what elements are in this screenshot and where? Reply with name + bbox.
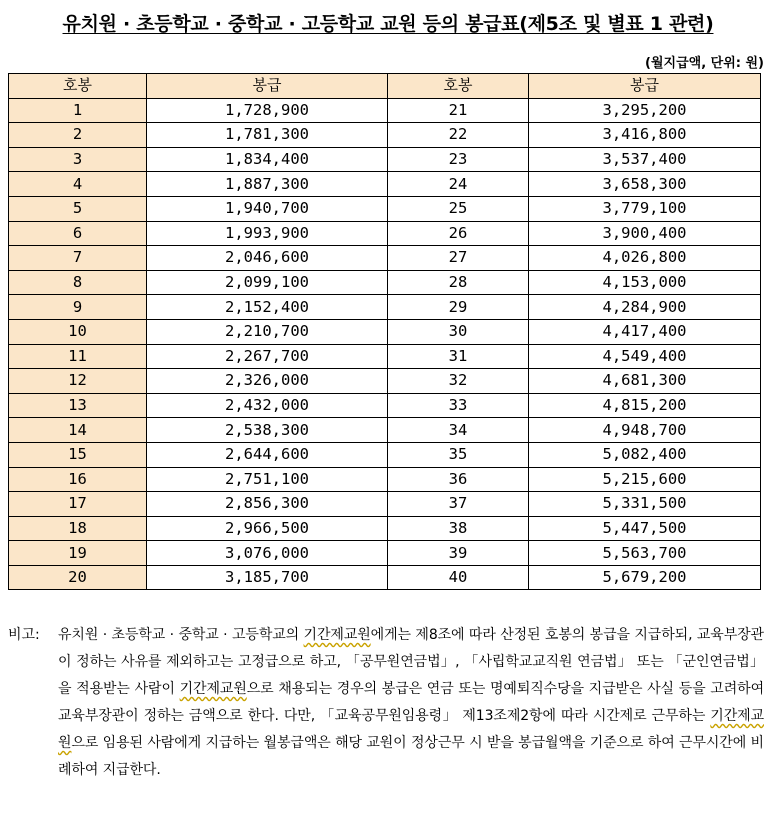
pay-cell: 2,152,400 <box>147 295 388 320</box>
document-title-text: 유치원 · 초등학교 · 중학교 · 고등학교 교원 등의 봉급표(제5조 및 별표 1 관련) <box>62 13 714 35</box>
pay-cell: 2,966,500 <box>147 516 388 541</box>
pay-cell: 2,644,600 <box>147 442 388 467</box>
grade-cell: 15 <box>9 442 147 467</box>
header-grade-2: 호봉 <box>388 74 529 99</box>
header-grade-1: 호봉 <box>9 74 147 99</box>
pay-cell: 2,751,100 <box>147 467 388 492</box>
grade-cell: 29 <box>388 295 529 320</box>
document-title <box>0 9 776 36</box>
grade-cell: 10 <box>9 319 147 344</box>
grade-cell: 38 <box>388 516 529 541</box>
pay-cell: 2,267,700 <box>147 344 388 369</box>
pay-cell: 2,856,300 <box>147 492 388 517</box>
grade-cell: 18 <box>9 516 147 541</box>
pay-cell: 1,781,300 <box>147 123 388 148</box>
table-row <box>9 467 761 492</box>
table-row <box>9 270 761 295</box>
table-row <box>9 344 761 369</box>
grade-cell: 22 <box>388 123 529 148</box>
grade-cell: 32 <box>388 369 529 394</box>
grade-cell: 9 <box>9 295 147 320</box>
grade-cell: 30 <box>388 319 529 344</box>
pay-cell: 4,948,700 <box>529 418 761 443</box>
pay-cell: 3,658,300 <box>529 172 761 197</box>
pay-cell: 1,728,900 <box>147 98 388 123</box>
grade-cell: 33 <box>388 393 529 418</box>
table-row <box>9 196 761 221</box>
pay-cell: 4,681,300 <box>529 369 761 394</box>
grade-cell: 24 <box>388 172 529 197</box>
grade-cell: 36 <box>388 467 529 492</box>
table-row <box>9 442 761 467</box>
grade-cell: 1 <box>9 98 147 123</box>
pay-cell: 4,417,400 <box>529 319 761 344</box>
table-row <box>9 516 761 541</box>
pay-cell: 1,940,700 <box>147 196 388 221</box>
grade-cell: 34 <box>388 418 529 443</box>
pay-cell: 3,076,000 <box>147 541 388 566</box>
grade-cell: 6 <box>9 221 147 246</box>
grade-cell: 25 <box>388 196 529 221</box>
table-row <box>9 123 761 148</box>
spellcheck-mark: 기간제교원 <box>58 708 764 751</box>
pay-cell: 4,153,000 <box>529 270 761 295</box>
pay-cell: 2,326,000 <box>147 369 388 394</box>
grade-cell: 17 <box>9 492 147 517</box>
pay-cell: 1,993,900 <box>147 221 388 246</box>
table-row <box>9 147 761 172</box>
grade-cell: 8 <box>9 270 147 295</box>
pay-cell: 4,026,800 <box>529 246 761 271</box>
pay-cell: 3,900,400 <box>529 221 761 246</box>
table-row <box>9 418 761 443</box>
table-row <box>9 492 761 517</box>
table-body <box>9 98 761 590</box>
grade-cell: 7 <box>9 246 147 271</box>
table-row <box>9 98 761 123</box>
grade-cell: 26 <box>388 221 529 246</box>
pay-cell: 1,834,400 <box>147 147 388 172</box>
grade-cell: 11 <box>9 344 147 369</box>
grade-cell: 5 <box>9 196 147 221</box>
grade-cell: 31 <box>388 344 529 369</box>
unit-note: (월지급액, 단위: 원) <box>645 56 764 71</box>
grade-cell: 21 <box>388 98 529 123</box>
table-row <box>9 369 761 394</box>
header-pay-1: 봉급 <box>147 74 388 99</box>
table-row <box>9 172 761 197</box>
pay-cell: 2,099,100 <box>147 270 388 295</box>
grade-cell: 3 <box>9 147 147 172</box>
pay-cell: 5,082,400 <box>529 442 761 467</box>
grade-cell: 37 <box>388 492 529 517</box>
pay-cell: 4,549,400 <box>529 344 761 369</box>
pay-cell: 3,295,200 <box>529 98 761 123</box>
table-row <box>9 541 761 566</box>
table-row <box>9 393 761 418</box>
pay-cell: 3,779,100 <box>529 196 761 221</box>
table-row <box>9 319 761 344</box>
table-row <box>9 565 761 590</box>
grade-cell: 27 <box>388 246 529 271</box>
pay-cell: 5,215,600 <box>529 467 761 492</box>
pay-cell: 5,447,500 <box>529 516 761 541</box>
grade-cell: 12 <box>9 369 147 394</box>
table-row <box>9 221 761 246</box>
pay-cell: 1,887,300 <box>147 172 388 197</box>
table-header-row <box>9 74 761 99</box>
grade-cell: 40 <box>388 565 529 590</box>
pay-cell: 5,679,200 <box>529 565 761 590</box>
grade-cell: 4 <box>9 172 147 197</box>
salary-table <box>8 73 761 590</box>
grade-cell: 23 <box>388 147 529 172</box>
pay-cell: 3,416,800 <box>529 123 761 148</box>
grade-cell: 20 <box>9 565 147 590</box>
pay-cell: 2,538,300 <box>147 418 388 443</box>
grade-cell: 2 <box>9 123 147 148</box>
grade-cell: 14 <box>9 418 147 443</box>
grade-cell: 19 <box>9 541 147 566</box>
grade-cell: 13 <box>9 393 147 418</box>
header-pay-2: 봉급 <box>529 74 761 99</box>
pay-cell: 3,185,700 <box>147 565 388 590</box>
grade-cell: 35 <box>388 442 529 467</box>
pay-cell: 2,046,600 <box>147 246 388 271</box>
pay-cell: 3,537,400 <box>529 147 761 172</box>
spellcheck-mark: 기간제교원 <box>179 681 247 697</box>
table-row <box>9 246 761 271</box>
spellcheck-mark: 기간제교원 <box>303 627 371 643</box>
pay-cell: 2,210,700 <box>147 319 388 344</box>
remarks-label: 비고: <box>8 627 40 643</box>
pay-cell: 2,432,000 <box>147 393 388 418</box>
remarks <box>8 622 764 784</box>
grade-cell: 39 <box>388 541 529 566</box>
pay-cell: 4,284,900 <box>529 295 761 320</box>
pay-cell: 5,331,500 <box>529 492 761 517</box>
grade-cell: 16 <box>9 467 147 492</box>
pay-cell: 5,563,700 <box>529 541 761 566</box>
grade-cell: 28 <box>388 270 529 295</box>
remarks-text: 유치원 · 초등학교 · 중학교 · 고등학교의 기간제교원에게는 제8조에 따라 산정된 호봉의 봉급을 지급하되, 교육부장관이 정하는 사유를 제외하고는 고정급으로 하고, 「공무원연금법」, 「사립학교교직원 연금법」 또는 「군인연금법」을 적용받는 사람이 기간제교원으로 채용되는 경우의 봉급은 연금 또는 명예퇴직수당을 지급받은 사실 등을 고려하여 교육부장관이 정하는 금액으로 한다. 다만, 「교육공무원임용령」 제13조제2항에 따라 시간제로 근무하는 기간제교원으로 임용된 사람에게 지급하는 월봉급액은 해당 교원이 정상근무 시 받을 봉급월액을 기준으로 하여 근무시간에 비례하여 지급한다. <box>58 627 764 778</box>
pay-cell: 4,815,200 <box>529 393 761 418</box>
table-row <box>9 295 761 320</box>
